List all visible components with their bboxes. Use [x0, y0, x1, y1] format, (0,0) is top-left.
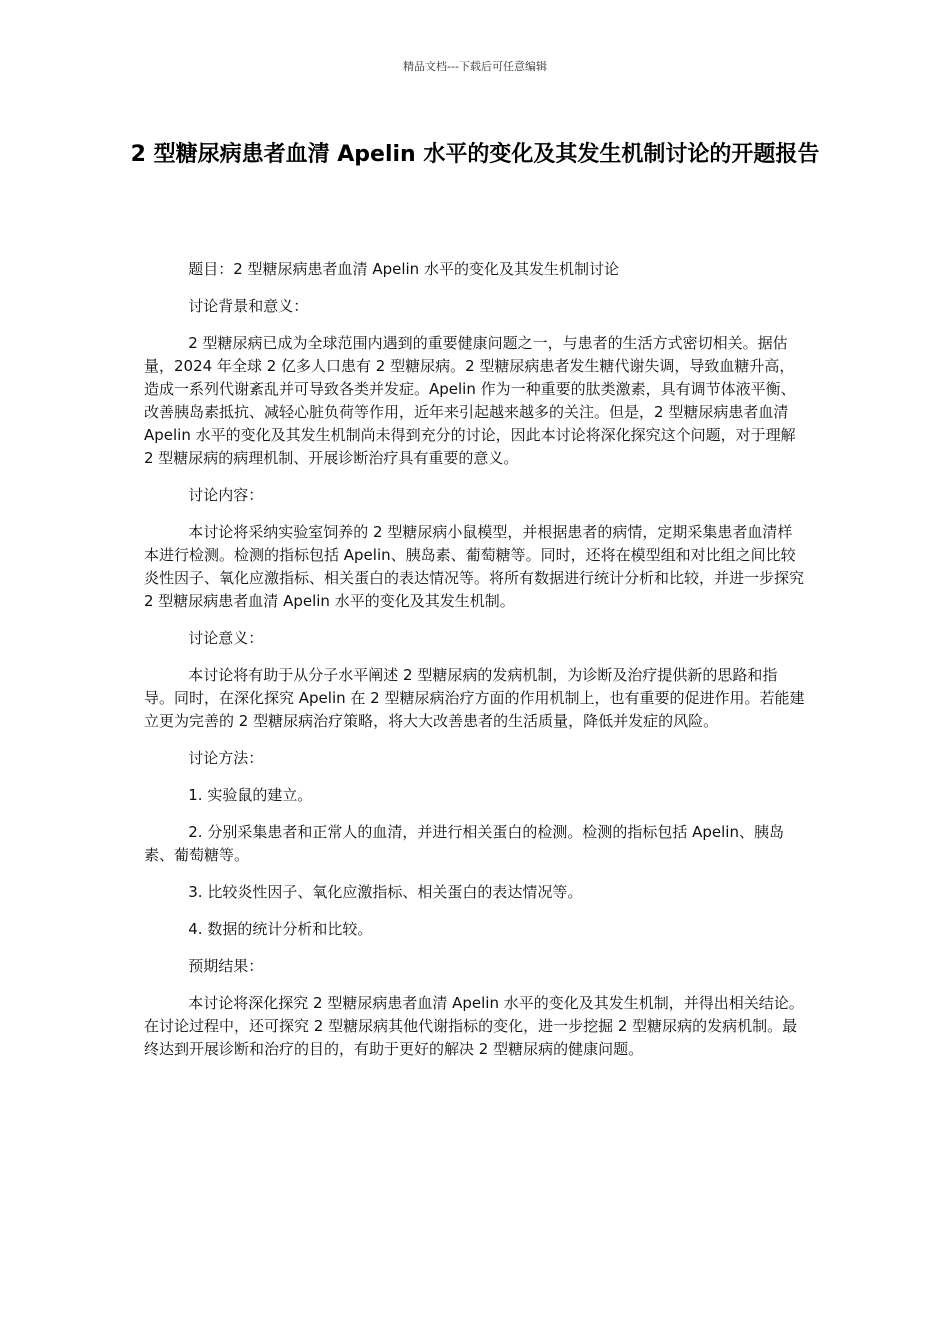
section-heading-content: 讨论内容： — [188, 486, 264, 504]
background-paragraph: 2 型糖尿病已成为全球范围内遇到的重要健康问题之一，与患者的生活方式密切相关。据估量，2024 年全球 2 亿多人口患有 2 型糖尿病。2 型糖尿病患者发生糖代谢失调，导致血糖升高，造成一系列代谢紊乱并可导致各类并发症。Apelin 作为一种重要的肽类激素，具有调节体液平衡、改善胰岛素抵抗、减轻心脏负荷等作用，近年来引起越来越多的关注。但是，2 型糖尿病患者血清 Apelin 水平的变化及其发生机制尚未得到充分的讨论，因此本讨论将深化探究这个问题，对于理解 2 型糖尿病的病理机制、开展诊断治疗具有重要的意义。 — [144, 334, 796, 467]
section-heading-significance: 讨论意义： — [188, 629, 264, 647]
document-title: 2 型糖尿病患者血清 Apelin 水平的变化及其发生机制讨论的开题报告 — [130, 142, 820, 167]
section-heading-methods: 讨论方法： — [188, 749, 264, 767]
page-header-watermark: 精品文档---下载后可任意编辑 — [403, 60, 547, 73]
significance-paragraph: 本讨论将有助于从分子水平阐述 2 型糖尿病的发病机制，为诊断及治疗提供新的思路和指导。同时，在深化探究 Apelin 在 2 型糖尿病治疗方面的作用机制上，也有重要的促进作用。若能建立更为完善的 2 型糖尿病治疗策略，将大大改善患者的生活质量，降低并发症的风险。 — [144, 666, 805, 730]
method-item-3: 3. 比较炎性因子、氧化应激指标、相关蛋白的表达情况等。 — [188, 883, 583, 901]
section-heading-expected-results: 预期结果： — [188, 957, 264, 975]
topic-line: 题目：2 型糖尿病患者血清 Apelin 水平的变化及其发生机制讨论 — [188, 260, 619, 278]
method-item-1: 1. 实验鼠的建立。 — [188, 786, 313, 804]
method-item-4: 4. 数据的统计分析和比较。 — [188, 920, 373, 938]
method-item-2: 2. 分别采集患者和正常人的血清，并进行相关蛋白的检测。检测的指标包括 Apelin、胰岛素、葡萄糖等。 — [144, 823, 784, 864]
section-heading-background: 讨论背景和意义： — [188, 297, 309, 315]
document-body — [144, 258, 806, 1075]
expected-results-paragraph: 本讨论将深化探究 2 型糖尿病患者血清 Apelin 水平的变化及其发生机制，并得出相关结论。在讨论过程中，还可探究 2 型糖尿病其他代谢指标的变化，进一步挖掘 2 型糖尿病的发病机制。最终达到开展诊断和治疗的目的，有助于更好的解决 2 型糖尿病的健康问题。 — [144, 994, 804, 1058]
content-paragraph: 本讨论将采纳实验室饲养的 2 型糖尿病小鼠模型，并根据患者的病情，定期采集患者血清样本进行检测。检测的指标包括 Apelin、胰岛素、葡萄糖等。同时，还将在模型组和对比组之间比较炎性因子、氧化应激指标、相关蛋白的表达情况等。将所有数据进行统计分析和比较，并进一步探究 2 型糖尿病患者血清 Apelin 水平的变化及其发生机制。 — [144, 523, 805, 610]
